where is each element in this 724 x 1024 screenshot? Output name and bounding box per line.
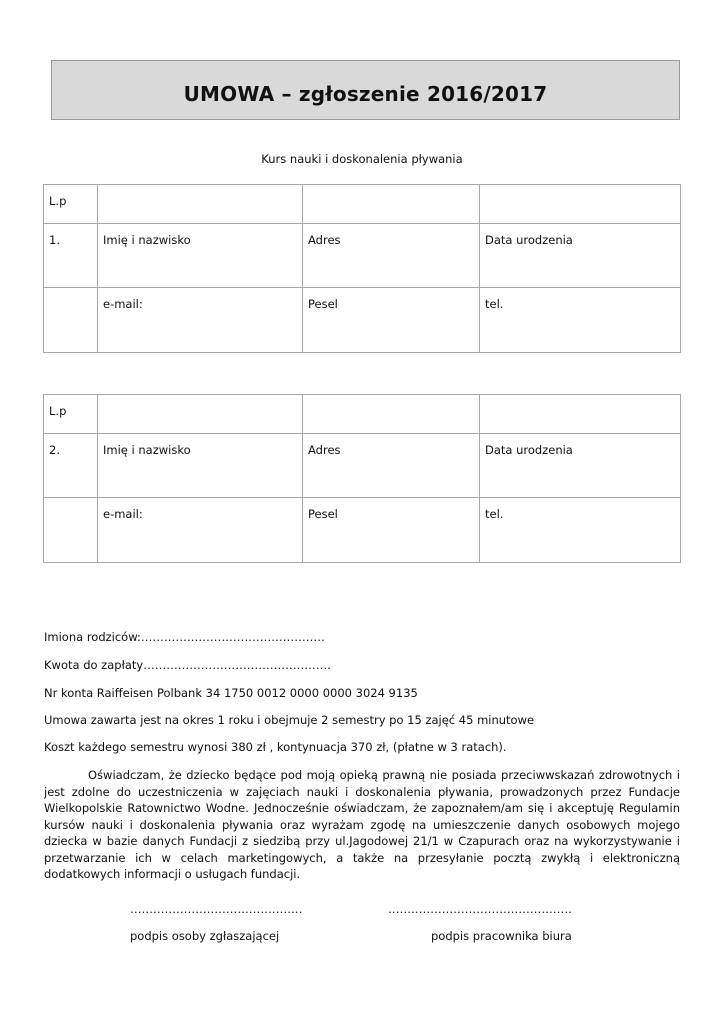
name-field[interactable]: Imię i nazwisko [98,224,303,288]
table-row [44,288,681,353]
staff-signature-line[interactable]: ………………………………………… [388,902,572,916]
table-row [44,434,681,498]
contract-term-text: Umowa zawarta jest na okres 1 roku i obejmuje 2 semestry po 15 zajęć 45 minutowe [44,713,535,727]
bank-account-text: Nr konta Raiffeisen Polbank 34 1750 0012 0000 0000 3024 9135 [44,686,418,700]
course-title: Kurs nauki i doskonalenia pływania [261,152,463,166]
pesel-field[interactable]: Pesel [303,288,480,353]
empty-cell[interactable] [98,185,303,224]
table-row [44,395,681,434]
birthdate-field[interactable]: Data urodzenia [480,224,681,288]
pesel-field[interactable]: Pesel [303,498,480,563]
consent-declaration: Oświadczam, że dziecko będące pod moją opieką prawną nie posiada przeciwwskazań zdrowotnych i jest zdolne do uczestniczenia w zajęciach nauki i doskonalenia pływania, prowadzonych przez Fundacje Wielkopolskie Ratownictwo Wodne. Jednocześnie oświadczam, że zapoznałem/am się i akceptuję Regulamin kursów nauki i doskonalenia pływania oraz wyrażam zgodę na umieszczenie danych osobowych mojego dziecka w bazie danych Fundacji z siedzibą przy ul.Jagodowej 21/1 w Czapurach oraz na wykorzystywanie i przetwarzanie ich w celach marketingowych, a także na przesyłanie pocztą zwykłą i elektroniczną dodatkowych informacji o usługach fundacji. [44,768,680,881]
lp-header-cell: L.p [44,395,98,434]
empty-cell [44,498,98,563]
participant-table-2 [43,394,681,563]
applicant-signature-line[interactable]: ……………………………………… [130,902,303,916]
table-row [44,498,681,563]
empty-cell [44,288,98,353]
title-box [51,60,680,120]
parents-names-field[interactable]: Imiona rodziców:………………………………………… [44,630,325,644]
empty-cell[interactable] [480,395,681,434]
address-field[interactable]: Adres [303,224,480,288]
birthdate-field[interactable]: Data urodzenia [480,434,681,498]
phone-field[interactable]: tel. [480,498,681,563]
email-field[interactable]: e-mail: [98,288,303,353]
empty-cell[interactable] [480,185,681,224]
participant-table-1 [43,184,681,353]
table-row [44,185,681,224]
empty-cell[interactable] [303,395,480,434]
empty-cell[interactable] [98,395,303,434]
lp-header-cell: L.p [44,185,98,224]
email-field[interactable]: e-mail: [98,498,303,563]
document-title: UMOWA – zgłoszenie 2016/2017 [183,82,548,106]
phone-field[interactable]: tel. [480,288,681,353]
semester-cost-text: Koszt każdego semestru wynosi 380 zł , kontynuacja 370 zł, (płatne w 3 ratach). [44,740,507,754]
lp-number-cell: 1. [44,224,98,288]
applicant-signature-label: podpis osoby zgłaszającej [130,929,280,943]
table-row [44,224,681,288]
address-field[interactable]: Adres [303,434,480,498]
name-field[interactable]: Imię i nazwisko [98,434,303,498]
empty-cell[interactable] [303,185,480,224]
amount-due-field[interactable]: Kwota do zapłaty…………………………………………. [44,658,331,672]
lp-number-cell: 2. [44,434,98,498]
staff-signature-label: podpis pracownika biura [431,929,572,943]
